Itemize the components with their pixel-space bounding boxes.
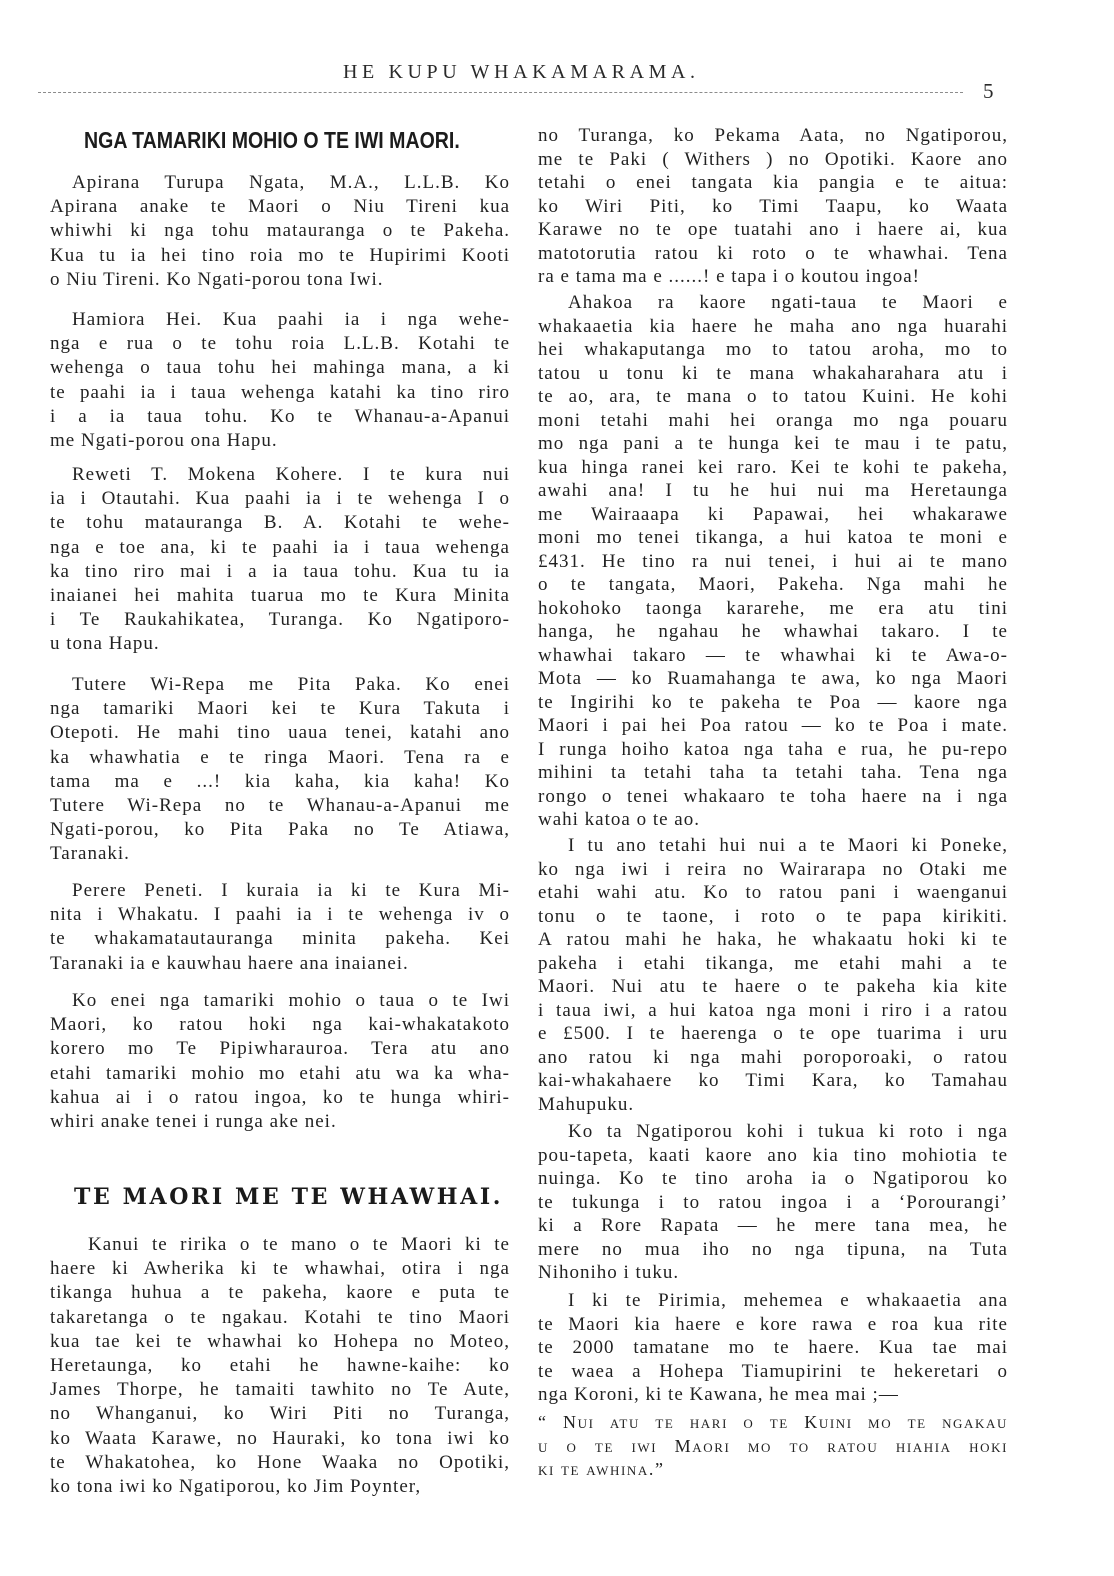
text-line: i taua iwi, a hui katoa nga moni i riro i a ratou <box>538 999 1008 1021</box>
text-line: matotorutia ratou ki roto o te whawhai. Tena <box>538 242 1008 264</box>
text-line: Kanui te ririka o te mano o te Maori ki te <box>88 1234 510 1255</box>
text-line: I runga hoiho katoa nga taha e rua, he pu-repo <box>538 738 1008 760</box>
text-line: ka tino riro mai i a ia taua tohu. Kua tu ia <box>50 560 510 582</box>
text-line: o te tangata, Maori, Pakeha. Nga mahi he <box>538 574 1008 595</box>
text-line: hei whakaputanga mo to tatou aroha, mo to <box>538 339 1008 360</box>
text-line: ka whawhatia e te ringa Maori. Tena ra e <box>50 746 510 768</box>
text-line: te ao, ara, te mana o to tatou Kuini. He kohi <box>538 386 1008 407</box>
text-line: Apirana anake te Maori o Niu Tireni kua <box>50 196 510 218</box>
paragraph-apirana-ngata <box>50 171 510 292</box>
text-line: nuinga. Ko te tino aroha ia o Ngatiporou ko <box>538 1168 1008 1189</box>
text-line: moni mo tenei tikanga, a hui katoa te moni e <box>538 527 1008 548</box>
text-line: no Whanganui, ko Wiri Piti no Turanga, <box>50 1403 510 1425</box>
text-line: u o te iwi Maori mo to ratou hiahia hoki <box>538 1435 1008 1456</box>
paragraph-tutere-wi-repa <box>50 673 510 867</box>
text-line: me Ngati-porou ona Hapu. <box>50 429 278 451</box>
paragraph-kanui <box>50 1233 510 1499</box>
text-line: Hamiora Hei. Kua paahi ia i nga wehe- <box>72 309 510 330</box>
text-line: Taranaki ia e kauwhau haere ana inaianei. <box>50 952 409 974</box>
text-line: mere no mua iho no nga tipuna, na Tuta <box>538 1238 1008 1260</box>
text-line: ia i Otautahi. Kua paahi ia i te wehenga I o <box>50 488 510 510</box>
text-line: Apirana Turupa Ngata, M.A., L.L.B. Ko <box>72 172 510 193</box>
quotation <box>538 1411 1008 1482</box>
text-line: etahi wahi atu. Ko to ratou pani i waenganui <box>538 882 1008 903</box>
text-line: o Niu Tireni. Ko Ngati-porou tona Iwi. <box>50 268 384 290</box>
text-line: mo nga pani a te hunga kei te mau i te patu, <box>538 433 1008 454</box>
text-line: rongo o tenei whakaaro te toha haere na i nga <box>538 785 1008 807</box>
text-line: £431. He tino ra nui tenei, i hui ai te mano <box>538 550 1008 572</box>
text-line: me Wairaaapa ki Papawai, hei whakarawe <box>538 503 1008 525</box>
text-line: kai-whakahaere ko Timi Kara, ko Tamahau <box>538 1070 1008 1091</box>
text-line: ko Waata Karawe, no Hauraki, ko tona iwi ko <box>50 1427 510 1449</box>
text-line: te paahi ia i taua wehenga katahi ka tino riro <box>50 381 510 403</box>
text-line: tetahi o enei tangata kia pangia e te aitua: <box>538 172 1008 193</box>
text-line: A ratou mahi he haka, he whakaatu hoki ki te <box>538 929 1008 950</box>
text-line: Tutere Wi-Repa me Pita Paka. Ko enei <box>72 674 510 695</box>
text-line: moni tetahi mahi hei oranga mo nga pouaru <box>538 409 1008 431</box>
text-line: te tohu matauranga B. A. Kotahi te wehe- <box>50 512 510 534</box>
text-line: pou-tapeta, kaati kaore ano kia tino mohiotia te <box>538 1144 1008 1166</box>
text-line: Mahupuku. <box>538 1093 635 1115</box>
text-line: tonu o te taone, i roto o te papa kirikiti. <box>538 905 1008 927</box>
text-line: tikanga huhua a te pakeha, kaore e puta te <box>50 1282 510 1304</box>
text-line: Ko enei nga tamariki mohio o taua o te Iwi <box>72 990 510 1011</box>
text-line: James Thorpe, he tamaiti tawhito no Te Aute, <box>50 1379 510 1401</box>
article-heading-whawhai: TE MAORI ME TE WHAWHAI. <box>74 1184 503 1210</box>
text-line: Ko ta Ngatiporou kohi i tukua ki roto i nga <box>568 1121 1008 1142</box>
text-line: nga e rua o te tohu roia L.L.B. Kotahi te <box>50 333 510 355</box>
text-line: pakeha i etahi tikanga, me etahi mahi a te <box>538 952 1008 974</box>
text-line: Kua tu ia hei tino roia mo te Hupirimi Kooti <box>50 244 510 266</box>
text-line: i Te Raukahikatea, Turanga. Ko Ngatiporo- <box>50 609 510 631</box>
right-column <box>538 0 1008 1576</box>
text-line: ki te awhina.” <box>538 1459 665 1479</box>
text-line: e £500. I te haerenga o te ope tuarima i uru <box>538 1023 1008 1044</box>
text-line: kahua ai i o ratou ingoa, ko te hunga whiri- <box>50 1086 510 1108</box>
text-line: haere ki Awherika ki te whawhai, otira i nga <box>50 1258 510 1280</box>
paragraph-ngatiporou-kohi <box>538 1120 1008 1285</box>
paragraph-perere-peneti <box>50 879 510 976</box>
text-line: Heretaunga, ko etahi he hawne-kaihe: ko <box>50 1354 510 1376</box>
text-line: u tona Hapu. <box>50 633 160 655</box>
left-column <box>50 0 510 1576</box>
text-line: awahi ana! I tu he hui nui ma Heretaunga <box>538 480 1008 501</box>
text-line: Tutere Wi-Repa no te Whanau-a-Apanui me <box>50 794 510 816</box>
paragraph-pirimia <box>538 1289 1008 1407</box>
text-line: nga tamariki Maori kei te Kura Takuta i <box>50 698 510 720</box>
text-line: hanga, he ngahau he whawhai takaro. I te <box>538 621 1008 642</box>
text-line: Mota — ko Ruamahanga te awa, ko nga Maori <box>538 668 1008 689</box>
text-line: Taranaki. <box>50 843 130 865</box>
text-line: te 2000 tamatane mo te haere. Kua tae mai <box>538 1337 1008 1358</box>
text-line: Otepoti. He mahi tino uaua tenei, katahi ano <box>50 722 510 744</box>
text-line: Perere Peneti. I kuraia ia ki te Kura Mi- <box>72 880 510 901</box>
text-line: Karawe no te ope tuatahi ano i haere ai, kua <box>538 219 1008 240</box>
text-line: ra e tama ma e ......! e tapa i o koutou ingoa! <box>538 266 921 287</box>
text-line: wahi katoa o te ao. <box>538 809 700 830</box>
text-line: Ngati-porou, ko Pita Paka no Te Atiawa, <box>50 819 510 841</box>
text-line: korero mo Te Pipiwharauroa. Tera atu ano <box>50 1038 510 1060</box>
paragraph-closing <box>50 989 510 1134</box>
text-line: I ki te Pirimia, mehemea e whakaaetia ana <box>568 1290 1008 1311</box>
text-line: whakaaetia kia haere he maha ano nga huarahi <box>538 315 1008 337</box>
text-line: ko tona iwi ko Ngatiporou, ko Jim Poynter, <box>50 1475 422 1497</box>
page-number: 5 <box>983 79 994 103</box>
paragraph-hamiora-hei <box>50 308 510 453</box>
text-line: ko nga iwi i reira no Wairarapa no Otaki me <box>538 858 1008 880</box>
text-line: wehenga o taua tohu hei mahinga mana, a ki <box>50 357 510 379</box>
text-line: Maori i pai hei Poa ratou — ko te Poa i mate. <box>538 715 1008 736</box>
text-line: no Turanga, ko Pekama Aata, no Ngatiporou, <box>538 125 1008 146</box>
text-line: nga e toe ana, ki te paahi ia i taua wehenga <box>50 536 510 558</box>
text-line: i a ia taua tohu. Ko te Whanau-a-Apanui <box>50 405 510 427</box>
paragraph-reweti-kohere <box>50 463 510 657</box>
text-line: ki a Rore Rapata — he mere tana mea, he <box>538 1215 1008 1236</box>
text-line: te whakamatautauranga minita pakeha. Kei <box>50 928 510 950</box>
paragraph-kanui-continued <box>538 124 1008 289</box>
text-line: tatou u tonu ki te mana whakaharahara atu i <box>538 362 1008 384</box>
text-line: te Maori kia haere e kore rawa e roa kua rite <box>538 1313 1008 1335</box>
text-line: Maori. Nui atu te haere o te pakeha kia kite <box>538 976 1008 997</box>
text-line: whiwhi ki nga tohu matauranga o te Pakeha. <box>50 220 510 242</box>
text-line: me te Paki ( Withers ) no Opotiki. Kaore ano <box>538 148 1008 170</box>
text-line: Reweti T. Mokena Kohere. I te kura nui <box>72 464 510 485</box>
running-title: HE KUPU WHAKAMARAMA. <box>343 61 700 83</box>
text-line: ko Wiri Piti, ko Timi Taapu, ko Waata <box>538 195 1008 217</box>
text-line: te waea a Hohepa Tiamupirini te hekeretari o <box>538 1360 1008 1382</box>
text-line: nita i Whakatu. I paahi ia i te wehenga iv o <box>50 904 510 926</box>
text-line: ano ratou ki nga mahi poroporoaki, o ratou <box>538 1046 1008 1068</box>
text-line: nga Koroni, ki te Kawana, he mea mai ;— <box>538 1384 899 1405</box>
text-line: hokohoko taonga kararehe, me era atu tini <box>538 597 1008 619</box>
text-line: takaretanga o te ngakau. Kotahi te tino Maori <box>50 1306 510 1328</box>
text-line: te tukunga i to ratou ingoa i a ‘Porourangi’ <box>538 1191 1008 1213</box>
text-line: Maori, ko ratou hoki nga kai-whakatakoto <box>50 1014 510 1036</box>
text-line: te Ingirihi ko te pakeha te Poa — kaore nga <box>538 691 1008 713</box>
text-line: Nihoniho i tuku. <box>538 1262 680 1283</box>
text-line: whiri anake tenei i runga ake nei. <box>50 1110 337 1132</box>
text-line: whawhai takaro — te whawhai ki te Awa-o- <box>538 644 1008 666</box>
paragraph-hui-poneke <box>538 834 1008 1116</box>
text-line: te Whakatohea, ko Hone Waaka no Opotiki, <box>50 1451 510 1473</box>
text-line: I tu ano tetahi hui nui a te Maori ki Poneke, <box>568 835 1008 856</box>
text-line: kua hinga ranei kei raro. Kei te kohi te pakeha, <box>538 456 1008 478</box>
text-line: inaianei hei mahita tuarua mo te Kura Minita <box>50 584 510 606</box>
text-line: kua tae kei te whawhai ko Hohepa no Moteo, <box>50 1330 510 1352</box>
text-line: “ Nui atu te hari o te Kuini mo te ngakau <box>538 1412 1008 1432</box>
text-line: tama ma e ...! kia kaha, kia kaha! Ko <box>50 770 510 792</box>
article-heading-tamariki-mohio: NGA TAMARIKI MOHIO O TE IWI MAORI. <box>84 127 460 153</box>
text-line: mihini ta tetahi taha ta tetahi taha. Tena nga <box>538 762 1008 783</box>
paragraph-ahakoa <box>538 291 1008 832</box>
text-line: Ahakoa ra kaore ngati-taua te Maori e <box>568 292 1008 313</box>
text-line: etahi tamariki mohio mo etahi atu wa ka wha- <box>50 1062 510 1084</box>
